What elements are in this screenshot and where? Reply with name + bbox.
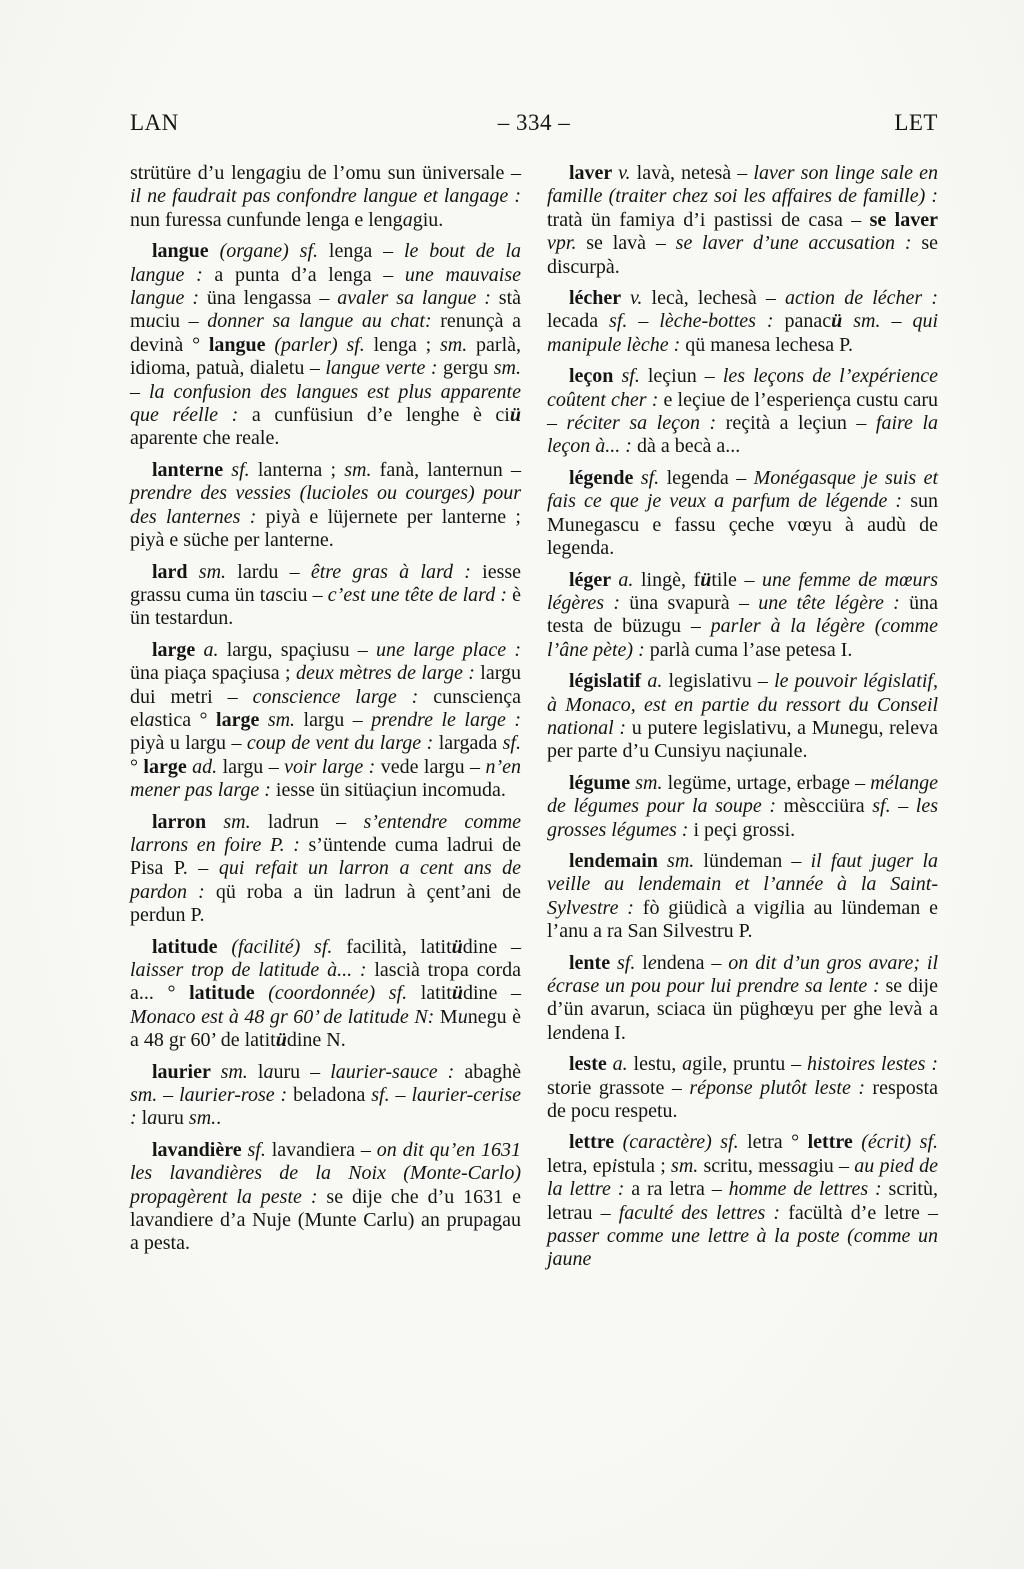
text-columns (130, 162, 938, 1280)
entry-continuation-structure (130, 162, 521, 232)
entry-text: une large place : (376, 638, 521, 661)
entry-text: sciu – (275, 583, 328, 606)
entry-text: laurier-rose : (179, 1084, 288, 1107)
entry-text: lardu – (226, 560, 311, 583)
entry-text: largada (433, 732, 503, 755)
headword: législatif (569, 670, 648, 693)
entry-text: reçità a leçiun – (716, 412, 876, 435)
entry-text: u (145, 310, 156, 333)
entry-text: stica ° (154, 708, 217, 731)
entry-text: gergu (437, 357, 494, 380)
entry-text: ad. (192, 755, 218, 778)
entry-text: sm. (635, 771, 663, 794)
entry-text: u (457, 1005, 468, 1028)
entry-text: o (446, 779, 457, 802)
entry-text: renunçà a devinà ° (130, 310, 522, 356)
entry-text: sm. (440, 333, 468, 356)
entry-text: lanterna ; (249, 458, 345, 481)
entry-text: le bout de la langue : (130, 240, 521, 286)
headword: larron (152, 810, 224, 833)
entry-langue (130, 240, 521, 451)
entry-text: fò giüdicà a vig (633, 896, 780, 919)
entry-text: u putere legislativu, a M (626, 716, 830, 739)
entry-text: le pouvoir législatif, à Monaco, est en partie du ressort du Conseil national : (547, 670, 938, 739)
headword: leçon (569, 365, 622, 388)
entry-text: se dije d’ün avarun, sciaca ün püghœyu per ghe levà a l (547, 975, 938, 1044)
headword: large (143, 755, 193, 778)
entry-text: sm. (671, 1154, 699, 1177)
headword: large (152, 638, 204, 661)
headword: latitude (152, 935, 232, 958)
entry-text: sf. (247, 1138, 266, 1161)
entry-text: voir large : (284, 755, 376, 778)
entry-text: a (144, 708, 155, 731)
entry-laurier (130, 1061, 521, 1131)
entry-text: o (560, 1076, 571, 1099)
entry-larron (130, 811, 521, 928)
entry-text: c’est une tête de lard : (327, 583, 507, 606)
entry-text: rie grassote – (570, 1076, 690, 1099)
entry-legislatif (547, 670, 938, 764)
entry-text: langue verte : (325, 357, 438, 380)
entry-text: a (402, 208, 413, 231)
headword: lécher (569, 287, 630, 310)
entry-text: se dije che d’u 1631 e lavandiere d’a Nuje (Munte Carlu) an prupagau a pesta. (130, 1185, 521, 1255)
entry-text: st (547, 1076, 561, 1099)
entry-legume (547, 772, 938, 842)
entry-text: resposta de pocu respetu. (547, 1076, 938, 1123)
entry-text: i peçi grossi. (688, 818, 796, 841)
entry-text: se laver d’une accusation : (675, 232, 912, 255)
right-column (547, 162, 938, 1280)
entry-text: (coordonnée) sf. (268, 982, 408, 1005)
entry-text: v. (618, 162, 631, 184)
headword: lettre (807, 1131, 862, 1154)
entry-text: ladrun – (250, 810, 364, 833)
entry-text: (organe) sf. (219, 240, 319, 263)
entry-text: sm. (220, 1060, 248, 1083)
entry-text: une tête légère : (758, 591, 900, 614)
headword: légume (569, 771, 636, 794)
entry-text: ü (275, 1029, 287, 1052)
headword: lard (152, 560, 199, 583)
entry-text: stula ; (617, 1154, 672, 1177)
entry-text: la confusion des langues est plus apparente que réelle : (130, 380, 521, 427)
entry-lecon (547, 365, 938, 459)
entry-text: leçiun – (639, 365, 723, 388)
entry-text: sm. (130, 1084, 158, 1107)
entry-text: e leçiue de l’esperiença custu caru – (547, 388, 938, 435)
entry-text: e (647, 951, 657, 974)
entry-text: – (389, 1084, 412, 1107)
entry-text: gile, pruntu – (692, 1053, 807, 1076)
page-header (130, 110, 938, 136)
entry-text: une femme de mœurs légères : (547, 568, 939, 614)
entry-legende (547, 467, 938, 561)
entry-text: s’üntende cuma ladrui de Pisa P. – (130, 833, 521, 880)
entry-text: laisser trop de latitude à... : (130, 959, 367, 981)
headword: lente (569, 951, 618, 974)
entry-text: ndena I. (561, 1021, 626, 1044)
entry-text: lavà, netesà – (630, 162, 754, 184)
entry-text: abaghè (454, 1060, 521, 1083)
headword: latitude (189, 982, 269, 1005)
entry-text: uru (157, 1107, 189, 1130)
headword: se laver (869, 208, 938, 231)
entry-text: homme de lettres : (728, 1178, 882, 1201)
entry-text: – (890, 795, 916, 818)
entry-text: a punta d’a lenga – (202, 263, 405, 286)
entry-text: être gras à lard : (310, 560, 471, 583)
entry-text: on dit d’un gros avare; il écrase un pou pour lui prendre sa lente : (547, 951, 939, 997)
entry-text: sf. (371, 1084, 390, 1107)
headword: léger (569, 568, 619, 591)
entry-text: i (779, 896, 785, 919)
entry-text: sm. (198, 560, 227, 583)
entry-text: aparente che reale. (130, 427, 280, 450)
headword: laver (569, 162, 619, 184)
left-column (130, 162, 521, 1280)
header-guide-word-left: LAN (130, 110, 179, 135)
entry-leste (547, 1053, 938, 1123)
entry-text: lèche-bottes : (659, 310, 774, 333)
entry-text: ü (831, 310, 843, 333)
entry-text: l (247, 1060, 264, 1083)
entry-text: iesse ün sitüaçiun inc (270, 779, 447, 802)
entry-text: sm. (188, 1107, 217, 1130)
entry-text: a. (203, 638, 219, 661)
entry-text: lündeman – (694, 849, 811, 872)
entry-text: iesse grassu cuma ün t (130, 560, 522, 606)
entry-text: les leçons de l’expérience coûtent cher : (547, 365, 938, 411)
entry-large (130, 639, 521, 803)
entry-text: . (216, 1107, 222, 1130)
entry-text: (facilité) sf. (231, 935, 333, 958)
entry-text: prendre le large : (371, 708, 521, 731)
entry-text: i (611, 1154, 618, 1177)
entry-text: sf. (609, 310, 628, 333)
entry-text: les grosses légumes : (547, 795, 939, 841)
entry-text: giu – (808, 1154, 855, 1177)
entry-text: – (130, 380, 149, 403)
headword: lavandière (152, 1138, 248, 1161)
entry-text: – (627, 310, 660, 333)
entry-text: strütüre d’u leng (130, 162, 266, 184)
entry-lente (547, 952, 938, 1046)
entry-text: a (263, 1060, 274, 1083)
entry-text: scritu, mess (698, 1154, 799, 1177)
entry-text: sf. (502, 732, 521, 755)
entry-text: lenga – (318, 240, 404, 263)
entry-text: histoires lestes : (807, 1053, 938, 1076)
entry-text: sm. (493, 357, 521, 380)
entry-text: sm. (344, 458, 372, 481)
entry-text: sm. (667, 849, 695, 872)
entry-text: facilità, latit (332, 935, 452, 958)
entry-text: (parler) sf. (274, 333, 365, 356)
entry-text: nun furessa cunfunde lenga e leng (130, 208, 403, 231)
entry-lendemain (547, 850, 938, 944)
entry-text: ü (451, 982, 463, 1005)
entry-text: lingè, f (633, 568, 701, 591)
entry-text: letra, ep (547, 1154, 612, 1177)
entry-text: M (434, 1005, 458, 1028)
entry-text: parlà, idioma, patuà, dialetu – (130, 333, 521, 380)
entry-text: donner sa langue au chat: (207, 310, 432, 333)
entry-text: au pied de la lettre : (547, 1154, 939, 1201)
entry-text: e (552, 1021, 562, 1044)
entry-text: l (136, 1107, 148, 1130)
headword: langue (152, 240, 220, 263)
headword: laurier (152, 1060, 221, 1083)
entry-text: n’en mener pas large : (130, 755, 522, 802)
entry-text: (caractère) sf. (622, 1131, 739, 1154)
entry-text: l (635, 951, 648, 974)
entry-text: ciu – (155, 310, 208, 333)
header-guide-word-right: LET (894, 110, 938, 135)
entry-text: piyà e lüjernete per lanterne ; piyà e süche per lanterne. (130, 505, 521, 552)
entry-text: letra ° (738, 1131, 808, 1154)
entry-latitude (130, 936, 521, 1053)
entry-text: mélange de légumes pour la soupe : (547, 771, 939, 818)
entry-text: ndena – (656, 951, 729, 974)
entry-text: Monégasque je suis et fais ce que je veux a parfum de légende : (547, 466, 938, 513)
entry-text: – (880, 310, 913, 333)
entry-text: üna piaça spaçiusa ; (130, 662, 296, 685)
entry-text: largu, spaçiusu – (218, 638, 377, 661)
entry-text: a (147, 1107, 158, 1130)
entry-text: avaler sa langue : (337, 287, 491, 310)
entry-text: a (798, 1154, 809, 1177)
entry-text: üna svapurà – (619, 591, 759, 614)
entry-text: dine N. (286, 1029, 346, 1052)
entry-text: une mauvaise langue : (130, 263, 521, 310)
entry-text: il ne faudrait pas confondre langue et langage : (130, 185, 521, 208)
entry-text: qui manipule lèche : (547, 310, 938, 356)
entry-text: deux mètres de large : (295, 662, 475, 685)
entry-text: largu – (217, 755, 285, 778)
entry-text: lecada (547, 310, 610, 333)
entry-text: lia au lündeman e l’anu a ra San Silvestru P. (547, 896, 938, 943)
entry-text: negu è a 48 gr 60’ de latit (130, 1005, 521, 1052)
headword: légende (569, 466, 641, 489)
entry-text: sf. (231, 458, 250, 481)
entry-text: üna testa de büzugu – (547, 591, 939, 638)
entry-text: sm. (223, 810, 251, 833)
entry-text: cunsciença el (130, 685, 522, 731)
entry-text: largu – (295, 708, 372, 731)
headword: langue (208, 333, 275, 356)
entry-text: a cunfüsiun d’e lenghe è ci (238, 404, 510, 427)
entry-lavandiere (130, 1139, 521, 1256)
entry-text: faculté des lettres : (618, 1201, 781, 1224)
entry-text: se lavà – (576, 232, 676, 255)
entry-text: parler à la légère (comme l’âne pète) : (547, 615, 938, 661)
entry-text: beladona (287, 1084, 372, 1107)
entry-text: sf. (872, 795, 891, 818)
entry-text: faire la leçon à... : (547, 412, 938, 458)
entry-text: conscience large : (252, 685, 419, 708)
entry-text: ° (130, 755, 144, 778)
entry-text: lascià tropa corda a... ° (130, 959, 521, 1005)
entry-text: – (157, 1084, 180, 1107)
entry-text: facültà d’e letre – (780, 1201, 938, 1224)
entry-text: legenda – (659, 466, 754, 489)
entry-text: se discurpà. (547, 232, 938, 278)
entry-text: Monaco est à 48 gr 60’ de latitude N: (130, 1005, 435, 1028)
entry-text: latit (407, 982, 452, 1005)
entry-text: vpr. (547, 232, 577, 255)
entry-text: laver son linge sale en famille (traiter chez soi les affaires de famille) : (547, 162, 939, 208)
entry-text: (écrit) sf. (861, 1131, 938, 1154)
entry-text: v. (629, 287, 643, 310)
entry-lecher (547, 287, 938, 357)
entry-text: scritù, letrau – (547, 1178, 938, 1224)
page-number: – 334 – (497, 110, 571, 135)
entry-text: üna lengassa – (199, 287, 338, 310)
entry-text: legislativu – (662, 670, 775, 693)
entry-text: action de lécher : (785, 287, 939, 310)
entry-text: qü manesa lechesa P. (680, 333, 854, 356)
entry-text: uru – (273, 1060, 331, 1083)
entry-text: sf. (617, 951, 636, 974)
entry-text (842, 310, 853, 332)
entry-text: lavandiera – (265, 1138, 377, 1161)
entry-text: sm. (267, 708, 296, 731)
entry-text: dine – (462, 935, 522, 958)
entry-lettre (547, 1131, 938, 1271)
entry-text: prendre des vessies (lucioles ou courges) pour des lanternes : (130, 482, 521, 528)
entry-text: laurier-sauce : (330, 1060, 455, 1083)
entry-text: a. (647, 670, 663, 693)
entry-text: a. (618, 568, 634, 591)
entry-laver (547, 162, 938, 279)
entry-text: réponse plutôt leste : (689, 1076, 865, 1099)
entry-text: lestu, (627, 1053, 683, 1076)
entry-text: stà m (130, 287, 522, 333)
entry-text: laurier-cerise : (130, 1084, 522, 1130)
entry-lanterne (130, 459, 521, 553)
entry-text: tratà ün famiya d’i pastissi de casa – (547, 208, 870, 231)
entry-text: giu de l’omu sun üniversale – (275, 162, 521, 184)
entry-text: vede largu – (375, 755, 486, 778)
entry-text: passer comme une lettre à la poste (comme un jaune (547, 1225, 938, 1271)
entry-text: a. (612, 1053, 628, 1076)
entry-text: lecà, lechesà – (642, 287, 786, 310)
entry-text: qui refait un larron a cent ans de pardon : (130, 857, 521, 903)
entry-text: lenga ; (364, 333, 441, 356)
entry-text: negu, releva per parte d’u Cunsiyu naçiunale. (547, 716, 938, 763)
entry-text: dà a becà a... (631, 435, 741, 458)
entry-text: sf. (621, 365, 640, 388)
entry-text: sun Munegascu e fassu çeche vœyu à audù de legenda. (547, 490, 938, 560)
entry-text: parlà cuma l’ase petesa I. (644, 638, 853, 661)
entry-text: ü (509, 404, 521, 427)
headword: lendemain (569, 849, 668, 872)
entry-text: mèscciüra (776, 795, 873, 818)
headword: lanterne (152, 458, 232, 481)
entry-text: u (829, 716, 840, 739)
entry-text: sm. (853, 310, 881, 333)
entry-text: il faut juger la veille au lendemain et l’année à la Saint-Sylvestre : (547, 849, 938, 919)
headword: leste (569, 1053, 613, 1076)
entry-text: fanà, lanternun – (371, 458, 521, 481)
entry-text: sf. (640, 466, 660, 489)
entry-text: panac (773, 310, 832, 333)
entry-leger (547, 569, 938, 663)
entry-text: piyà u largu – (130, 732, 247, 755)
entry-text: ü (451, 935, 463, 958)
entry-text: qü roba a ün ladrun à çent’ani de perdun P. (130, 880, 522, 927)
entry-text: on dit qu’en 1631 les lavandières de la Noix (Monte-Carlo) propagèrent la peste : (130, 1138, 521, 1208)
entry-text: giu. (412, 208, 444, 231)
entry-text: réciter sa leçon : (566, 412, 717, 435)
entry-text: legüme, urtage, erbage – (662, 771, 871, 794)
headword: large (216, 708, 268, 731)
entry-text: a (682, 1053, 693, 1076)
entry-lard (130, 561, 521, 631)
entry-text: ü (700, 568, 712, 591)
headword: lettre (569, 1131, 623, 1154)
entry-text: largu dui metri – (130, 662, 522, 708)
entry-text: è ün testardun. (130, 583, 521, 630)
entry-text: a ra letra – (624, 1178, 729, 1201)
entry-text: coup de vent du large : (246, 732, 434, 755)
entry-text: a (265, 162, 276, 184)
entry-text: muda. (456, 779, 506, 802)
entry-text: dine – (462, 982, 522, 1005)
entry-text: a (265, 583, 276, 606)
entry-text: s’entendre comme larrons en foire P. : (130, 810, 522, 856)
entry-text: tile – (711, 568, 763, 591)
